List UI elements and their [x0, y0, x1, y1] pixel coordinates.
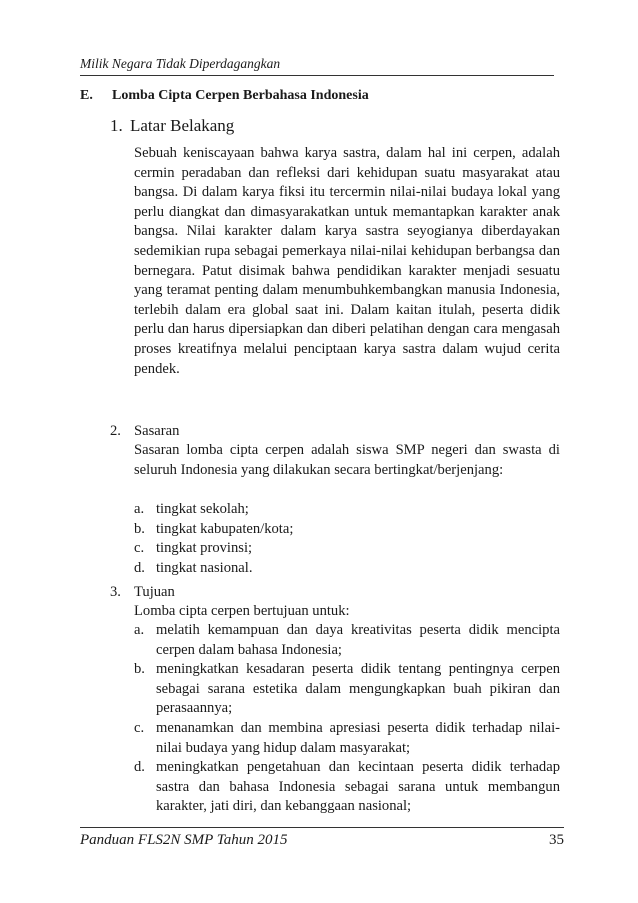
- subsection-2-body: Sasaran lomba cipta cerpen adalah siswa SMP negeri dan swasta di seluruh Indonesia yang dilakukan secara bertingkat/berjenjang:: [134, 442, 560, 478]
- section-title: Lomba Cipta Cerpen Berbahasa Indonesia: [112, 88, 369, 103]
- list-item-text: tingkat kabupaten/kota;: [156, 520, 294, 537]
- list-item-label: d.: [134, 559, 145, 576]
- subsection-2-number: 2.: [110, 423, 121, 439]
- list-item-label: a.: [134, 501, 145, 517]
- list-item: [134, 758, 560, 817]
- subsection-1-body: Sebuah keniscayaan bahwa karya sastra, dalam hal ini cerpen, adalah cermin peradaban dan refleksi dari kehidupan suatu masyarakat atau bangsa. Di dalam karya fiksi itu tercermin nilai-nilai budaya lokal yang perlu diangkat dan dimasyarakatkan untuk memantapkan karakter anak bangsa. Nilai karakter dalam karya sastra seyogianya diberdayakan sedemikian rupa sebagai pemerkaya nilai-nilai kehidupan berbangsa dan bernegara. Patut disimak bahwa pendidikan karakter menjadi sesuatu yang teramat penting dalam menumbuhkembangkan manusia Indonesia, terlebih dalam era global saat ini. Dalam kaitan itulah, peserta didik perlu dan harus dipersiapkan dan diberi pelatihan dengan cara mengasah proses kreatifnya melalui penciptaan karya sastra dalam wujud cerita pendek.: [134, 145, 560, 377]
- list-item-text: meningkatkan kesadaran peserta didik tentang pentingnya cerpen sebagai sarana estetika dalam mengungkapkan buah pikiran dan perasaannya;: [156, 661, 560, 717]
- subsection-1-number: 1.: [110, 116, 123, 135]
- list-item-label: b.: [134, 520, 145, 537]
- subsection-3-heading: [110, 583, 175, 603]
- list-item-label: d.: [134, 759, 145, 776]
- subsection-3-list: [134, 621, 560, 817]
- list-item: [134, 660, 560, 719]
- subsection-1-title: Latar Belakang: [130, 116, 235, 135]
- list-item: [134, 500, 560, 520]
- subsection-2-heading: [110, 422, 179, 442]
- list-item-label: c.: [134, 719, 145, 736]
- list-item: [134, 559, 560, 579]
- list-item-text: tingkat provinsi;: [156, 540, 253, 557]
- list-item-text: menanamkan dan membina apresiasi peserta didik terhadap nilai-nilai budaya yang hidup dalam masyarakat;: [156, 719, 560, 756]
- list-item-text: melatih kemampuan dan daya kreativitas peserta didik mencipta cerpen dalam bahasa Indonesia;: [156, 622, 560, 658]
- list-item: [134, 621, 560, 660]
- list-item-text: tingkat nasional.: [156, 559, 253, 576]
- subsection-3-number: 3.: [110, 584, 121, 600]
- subsection-1-heading: [110, 116, 234, 136]
- section-heading: [80, 88, 560, 104]
- list-item: [134, 539, 560, 559]
- section-letter: E.: [80, 88, 93, 103]
- footer-title: Panduan FLS2N SMP Tahun 2015: [80, 832, 288, 848]
- page-footer: [80, 827, 564, 849]
- list-item-text: tingkat sekolah;: [156, 501, 249, 517]
- subsection-2-list: [134, 500, 560, 578]
- subsection-3-body: Lomba cipta cerpen bertujuan untuk:: [134, 603, 350, 619]
- list-item-label: a.: [134, 622, 145, 638]
- running-header: Milik Negara Tidak Diperdagangkan: [80, 56, 554, 76]
- list-item-label: b.: [134, 661, 145, 678]
- subsection-2-title: Sasaran: [134, 423, 180, 439]
- list-item-label: c.: [134, 540, 145, 557]
- list-item: [134, 520, 560, 540]
- subsection-3-title: Tujuan: [134, 584, 175, 600]
- list-item: [134, 719, 560, 758]
- list-item-text: meningkatkan pengetahuan dan kecintaan peserta didik terhadap sastra dan bahasa Indonesia sebagai sarana untuk membangun karakter, jati diri, dan kebanggaan nasional;: [156, 759, 560, 815]
- page-number: 35: [549, 832, 564, 848]
